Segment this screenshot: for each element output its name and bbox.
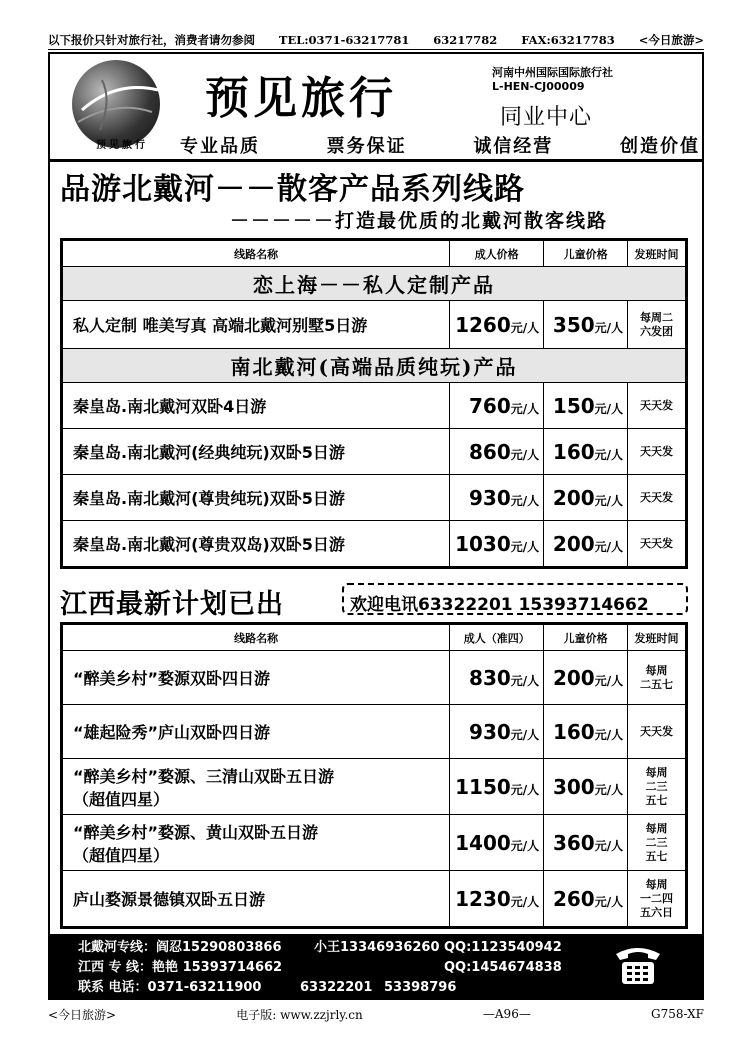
col-header: 线路名称 bbox=[63, 625, 450, 651]
section1-subtitle: －－－－－打造最优质的北戴河散客线路 bbox=[230, 210, 609, 232]
departure: 天天发 bbox=[628, 475, 686, 521]
contact-bar bbox=[50, 934, 702, 1000]
departure: 天天发 bbox=[628, 383, 686, 429]
beidaihe-table bbox=[60, 238, 688, 569]
table-row bbox=[63, 705, 686, 759]
col-header: 线路名称 bbox=[63, 241, 450, 267]
adult-price: 1030元/人 bbox=[450, 521, 544, 567]
footer bbox=[48, 1006, 704, 1022]
slogan: 诚信经营 bbox=[473, 136, 554, 157]
adult-price: 930元/人 bbox=[450, 705, 544, 759]
child-price: 200元/人 bbox=[544, 651, 628, 705]
contact-line: 北戴河专线：阎忍15290803866 bbox=[78, 940, 282, 955]
agency-name: 河南中州国际国际旅行社 bbox=[492, 66, 613, 79]
departure: 每周二 六发团 bbox=[628, 301, 686, 349]
route-name: 秦皇岛.南北戴河(经典纯玩)双卧5日游 bbox=[63, 429, 450, 475]
agency-info bbox=[492, 66, 613, 94]
adult-price: 1400元/人 bbox=[450, 815, 544, 871]
route-name: 秦皇岛.南北戴河双卧4日游 bbox=[63, 383, 450, 429]
table-row bbox=[63, 383, 686, 429]
child-price: 200元/人 bbox=[544, 521, 628, 567]
child-price: 350元/人 bbox=[544, 301, 628, 349]
notice-text: 以下报价只针对旅行社，消费者请勿参阅 bbox=[48, 32, 255, 47]
contact-line: 小王13346936260 bbox=[314, 940, 440, 955]
page-number: —A96— bbox=[482, 1007, 531, 1021]
adult-price: 830元/人 bbox=[450, 651, 544, 705]
jiangxi-table bbox=[60, 622, 688, 929]
center-label: 同业中心 bbox=[500, 105, 593, 130]
adult-price: 1230元/人 bbox=[450, 871, 544, 927]
contact-line: 联系 电话：0371-63211900 bbox=[78, 980, 262, 995]
slogan: 专业品质 bbox=[180, 136, 260, 157]
table-row bbox=[63, 871, 686, 927]
child-price: 200元/人 bbox=[544, 475, 628, 521]
magazine-name: <今日旅游> bbox=[638, 32, 704, 47]
footer-magazine: <今日旅游> bbox=[48, 1007, 117, 1022]
fax-text: FAX:63217783 bbox=[521, 32, 615, 47]
departure: 每周 一二四 五六日 bbox=[628, 871, 686, 927]
route-name: “醉美乡村”婺源双卧四日游 bbox=[63, 651, 450, 705]
col-header: 发班时间 bbox=[628, 241, 686, 267]
table-header-row bbox=[63, 625, 686, 651]
col-header: 儿童价格 bbox=[544, 625, 628, 651]
adult-price: 760元/人 bbox=[450, 383, 544, 429]
table-row bbox=[63, 429, 686, 475]
departure: 天天发 bbox=[628, 705, 686, 759]
table-header-row bbox=[63, 241, 686, 267]
adult-price: 1260元/人 bbox=[450, 301, 544, 349]
slogan: 票务保证 bbox=[326, 136, 407, 157]
category-row bbox=[63, 267, 686, 301]
adult-price: 860元/人 bbox=[450, 429, 544, 475]
child-price: 360元/人 bbox=[544, 815, 628, 871]
departure: 每周 二三 五七 bbox=[628, 815, 686, 871]
table-row bbox=[63, 651, 686, 705]
contact-line: 53398796 bbox=[384, 980, 457, 995]
route-name: 庐山婺源景德镇双卧五日游 bbox=[63, 871, 450, 927]
telephone-icon bbox=[612, 940, 664, 988]
globe-logo-icon bbox=[72, 60, 160, 148]
section1-title: 品游北戴河－－散客产品系列线路 bbox=[60, 172, 525, 207]
contact-line: QQ:1123540942 bbox=[444, 940, 562, 955]
contact-line: QQ:1454674838 bbox=[444, 960, 562, 975]
route-name: “雄起险秀”庐山双卧四日游 bbox=[63, 705, 450, 759]
slogans bbox=[180, 132, 700, 158]
table-row bbox=[63, 759, 686, 815]
adult-price: 1150元/人 bbox=[450, 759, 544, 815]
route-name: “醉美乡村”婺源、三清山双卧五日游 （超值四星） bbox=[63, 759, 450, 815]
brand-title: 预见旅行 bbox=[205, 73, 397, 124]
hotline-box: 欢迎电讯63322201 15393714662 bbox=[342, 583, 688, 615]
category-label: 恋上海－－私人定制产品 bbox=[63, 267, 686, 301]
contact-line: 江西 专 线：艳艳 15393714662 bbox=[78, 960, 283, 975]
child-price: 160元/人 bbox=[544, 705, 628, 759]
child-price: 300元/人 bbox=[544, 759, 628, 815]
table-row bbox=[63, 521, 686, 567]
route-name: 私人定制 唯美写真 高端北戴河别墅5日游 bbox=[63, 301, 450, 349]
departure: 每周 二三 五七 bbox=[628, 759, 686, 815]
page-code: G758-XF bbox=[650, 1007, 704, 1021]
slogan: 创造价值 bbox=[619, 136, 700, 157]
route-name: 秦皇岛.南北戴河(尊贵纯玩)双卧5日游 bbox=[63, 475, 450, 521]
departure: 天天发 bbox=[628, 429, 686, 475]
table-row bbox=[63, 815, 686, 871]
child-price: 160元/人 bbox=[544, 429, 628, 475]
route-name: “醉美乡村”婺源、黄山双卧五日游 （超值四星） bbox=[63, 815, 450, 871]
child-price: 260元/人 bbox=[544, 871, 628, 927]
section2-title: 江西最新计划已出 bbox=[60, 589, 284, 620]
table-row bbox=[63, 301, 686, 349]
adult-price: 930元/人 bbox=[450, 475, 544, 521]
footer-site: 电子版: www.zzjrly.cn bbox=[236, 1007, 363, 1022]
logo-caption: 预见旅行 bbox=[96, 140, 148, 151]
route-name: 秦皇岛.南北戴河(尊贵双岛)双卧5日游 bbox=[63, 521, 450, 567]
license-number: L-HEN-CJ00009 bbox=[492, 80, 585, 93]
col-header: 成人（准四） bbox=[450, 625, 544, 651]
category-label: 南北戴河(高端品质纯玩)产品 bbox=[63, 349, 686, 383]
table-row bbox=[63, 475, 686, 521]
category-row bbox=[63, 349, 686, 383]
departure: 天天发 bbox=[628, 521, 686, 567]
col-header: 发班时间 bbox=[628, 625, 686, 651]
departure: 每周 二五七 bbox=[628, 651, 686, 705]
contact-line: 63322201 bbox=[300, 980, 373, 995]
child-price: 150元/人 bbox=[544, 383, 628, 429]
top-notice-bar bbox=[48, 30, 704, 50]
tel2-text: 63217782 bbox=[433, 32, 498, 47]
tel-text: TEL:0371-63217781 bbox=[278, 32, 410, 47]
col-header: 儿童价格 bbox=[544, 241, 628, 267]
col-header: 成人价格 bbox=[450, 241, 544, 267]
